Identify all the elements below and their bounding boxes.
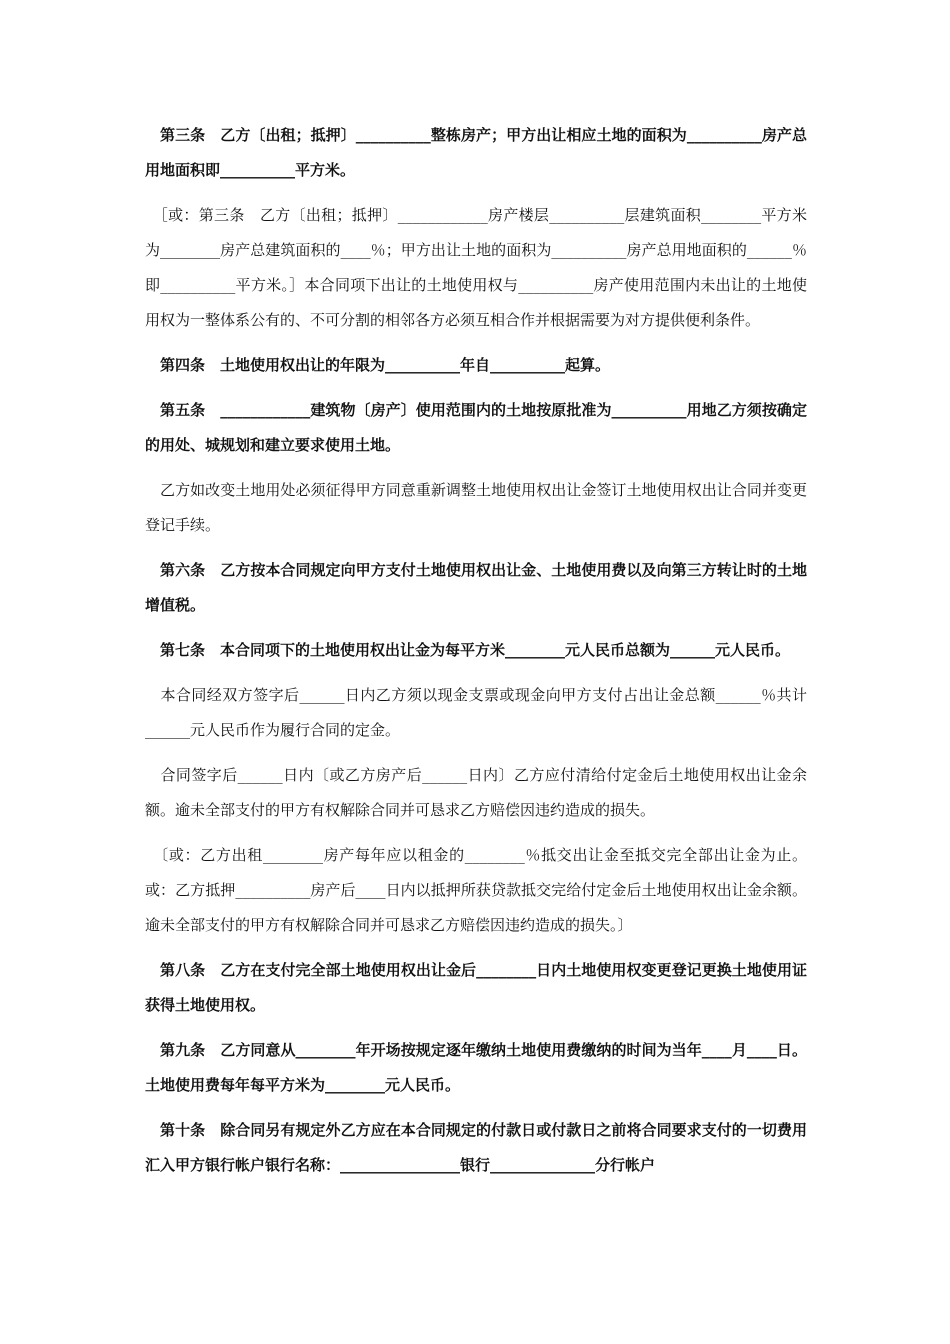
- article-8: 第八条 乙方在支付完全部土地使用权出让金后________日内土地使用权变更登记更换土地使用证获得土地使用权。: [145, 961, 807, 1014]
- article-7-alternative: 〔或：乙方出租________房产每年应以租金的________％抵交出让金至抵交完全部出让金为止。或：乙方抵押__________房产后____日内以抵押所获贷款抵交完给付定金后土地使用权出让金余额。逾未全部支付的甲方有权解除合同并可恳求乙方赔偿因违约造成的损失。〕: [145, 846, 807, 934]
- article-6: 第六条 乙方按本合同规定向甲方支付土地使用权出让金、土地使用费以及向第三方转让时的土地增值税。: [145, 561, 807, 614]
- article-9: 第九条 乙方同意从________年开场按规定逐年缴纳土地使用费缴纳的时间为当年____月____日。土地使用费每年每平方米为________元人民币。: [145, 1041, 807, 1094]
- article-5-note: 乙方如改变土地用处必须征得甲方同意重新调整土地使用权出让金签订土地使用权出让合同并变更登记手续。: [145, 481, 807, 534]
- document-page: [145, 118, 807, 1193]
- article-7: 第七条 本合同项下的土地使用权出让金为每平方米________元人民币总额为______元人民币。: [145, 641, 791, 659]
- article-3-alternative: ［或：第三条 乙方〔出租；抵押〕____________房产楼层__________层建筑面积________平方米为________房产总建筑面积的____％；甲方出让土地的面积为__________房产总用地面积的______％即__________平方米。］本合同项下出让的土地使用权与__________房产使用范围内未出让的土地使用权为一整体系公有的、不可分割的相邻各方必须互相合作并根据需要为对方提供便利条件。: [145, 206, 807, 329]
- article-7-balance: 合同签字后______日内〔或乙方房产后______日内〕乙方应付清给付定金后土地使用权出让金余额。逾未全部支付的甲方有权解除合同并可恳求乙方赔偿因违约造成的损失。: [145, 766, 807, 819]
- article-4: 第四条 土地使用权出让的年限为__________年自__________起算。: [145, 356, 611, 374]
- article-3: 第三条 乙方〔出租；抵押〕__________整栋房产；甲方出让相应土地的面积为__________房产总用地面积即__________平方米。: [145, 126, 807, 179]
- article-7-deposit: 本合同经双方签字后______日内乙方须以现金支票或现金向甲方支付占出让金总额______％共计______元人民币作为履行合同的定金。: [145, 686, 807, 739]
- article-5: 第五条 ____________建筑物〔房产〕使用范围内的土地按原批准为__________用地乙方须按确定的用处、城规划和建立要求使用土地。: [145, 401, 807, 454]
- article-10: 第十条 除合同另有规定外乙方应在本合同规定的付款日或付款日之前将合同要求支付的一切费用汇入甲方银行帐户银行名称：________________银行______________分行帐户: [145, 1121, 807, 1174]
